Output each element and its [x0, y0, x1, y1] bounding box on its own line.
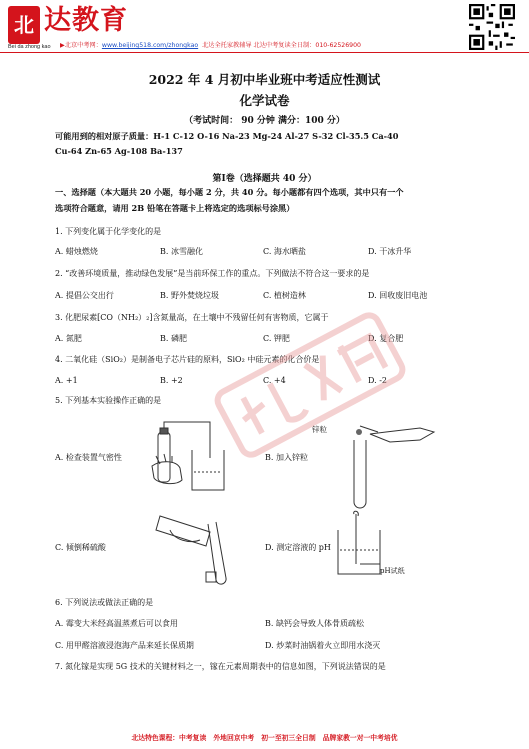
instructions-line-2: 选项符合题意，请用 2B 铅笔在答题卡上将选定的选项标号涂黑） — [55, 203, 295, 213]
pouring-acid-figure — [150, 510, 240, 590]
contact-suffix: 北达全托家教辅导 北达中考复读全日制：010-62526900 — [202, 42, 361, 49]
option-b: B. 野外焚烧垃圾 — [160, 291, 219, 300]
option-a: A. 霉变大米经高温蒸煮后可以食用 — [55, 619, 178, 628]
option-c: C. 海水晒盐 — [263, 247, 306, 256]
option-d: D. 干冰升华 — [368, 247, 412, 256]
part-heading: 第Ⅰ卷（选择题共 40 分） — [212, 174, 317, 184]
option-b: B. 加入锌粒 — [265, 453, 308, 462]
footer-banner — [0, 732, 529, 742]
question-stem: 7. 氮化镓是实现 5G 技术的关键材料之一，镓在元素周期表中的信息如图，下列说法错误的是 — [55, 662, 386, 671]
option-b: B. 缺钙会导致人体骨质疏松 — [265, 619, 364, 628]
question-stem: 5. 下列基本实验操作正确的是 — [55, 396, 162, 405]
option-a: A. 提倡公交出行 — [55, 291, 114, 300]
option-d: D. 测定溶液的 pH — [265, 543, 331, 552]
question-stem: 1. 下列变化属于化学变化的是 — [55, 227, 162, 236]
airtightness-apparatus-figure — [150, 420, 232, 500]
footer-item: 品牌家教一对一中考培优 — [322, 734, 398, 742]
footer-item: 初一至初三全日制 — [261, 734, 316, 742]
exam-title: 2022 年 4 月初中毕业班中考适应性测试 — [148, 72, 381, 87]
exam-subject: 化学试卷 — [239, 93, 290, 108]
logo-pinyin: Bei da zhong kao — [8, 44, 51, 50]
logo-mark: 北 — [8, 6, 40, 44]
option-b: B. 磷肥 — [160, 334, 187, 343]
zinc-label: 锌粒 — [312, 425, 327, 434]
option-d: D. 炒菜时油锅着火立即用水浇灭 — [265, 641, 381, 650]
footer-item: 外地回京中考 — [213, 734, 255, 742]
option-c: C. 倾倒稀硫酸 — [55, 543, 106, 552]
footer-item: 北达特色课程：中考复读 — [131, 734, 207, 742]
option-a: A. +1 — [55, 376, 78, 385]
atomic-mass-line-1: 可能用到的相对原子质量：H-1 C-12 O-16 Na-23 Mg-24 Al-27 S-32 Cl-35.5 Ca-40 — [55, 131, 399, 141]
header-divider — [0, 52, 529, 53]
option-d: D. 复合肥 — [368, 334, 404, 343]
instructions-line-1: 一、选择题（本大题共 20 小题，每小题 2 分，共 40 分。每小题都有四个选项，其中只有一个 — [55, 187, 404, 197]
option-a: A. 蜡烛燃烧 — [55, 247, 98, 256]
option-b: B. 冰雪融化 — [160, 247, 203, 256]
question-stem: 2. “改善环境质量，推动绿色发展”是当前环保工作的重点。下列做法不符合这一要求的是 — [55, 269, 370, 278]
option-b: B. +2 — [160, 376, 183, 385]
ph-paper-label: pH试纸 — [380, 567, 405, 575]
question-stem: 3. 化肥尿素[CO（NH₂）₂]含氮量高，在土壤中不残留任何有害物质，它属于 — [55, 313, 329, 322]
header-contact — [60, 40, 361, 49]
question-stem: 4. 二氧化硅（SiO₂）是制备电子芯片硅的原料，SiO₂ 中硅元素的化合价是 — [55, 355, 320, 364]
logo-text: 达教育 — [44, 5, 128, 36]
contact-prefix: ▶北京中考网： — [60, 42, 102, 49]
option-c: C. +4 — [263, 376, 286, 385]
atomic-mass-line-2: Cu-64 Zn-65 Ag-108 Ba-137 — [55, 146, 183, 156]
option-d: D. -2 — [368, 376, 388, 385]
option-d: D. 回收废旧电池 — [368, 291, 428, 300]
option-c: C. 植树造林 — [263, 291, 306, 300]
exam-info: （考试时间： 90 分钟 满分：100 分） — [184, 116, 345, 126]
option-c: C. 用甲醛溶液浸泡海产品来延长保质期 — [55, 641, 194, 650]
option-a: A. 氮肥 — [55, 334, 82, 343]
zinc-addition-figure — [330, 418, 440, 510]
website-link[interactable]: www.beijing518.com/zhongkao — [101, 42, 199, 49]
question-stem: 6. 下列说法或做法正确的是 — [55, 598, 154, 607]
option-c: C. 钾肥 — [263, 334, 290, 343]
option-a: A. 检查装置气密性 — [55, 453, 122, 462]
qr-code-icon — [469, 4, 515, 50]
